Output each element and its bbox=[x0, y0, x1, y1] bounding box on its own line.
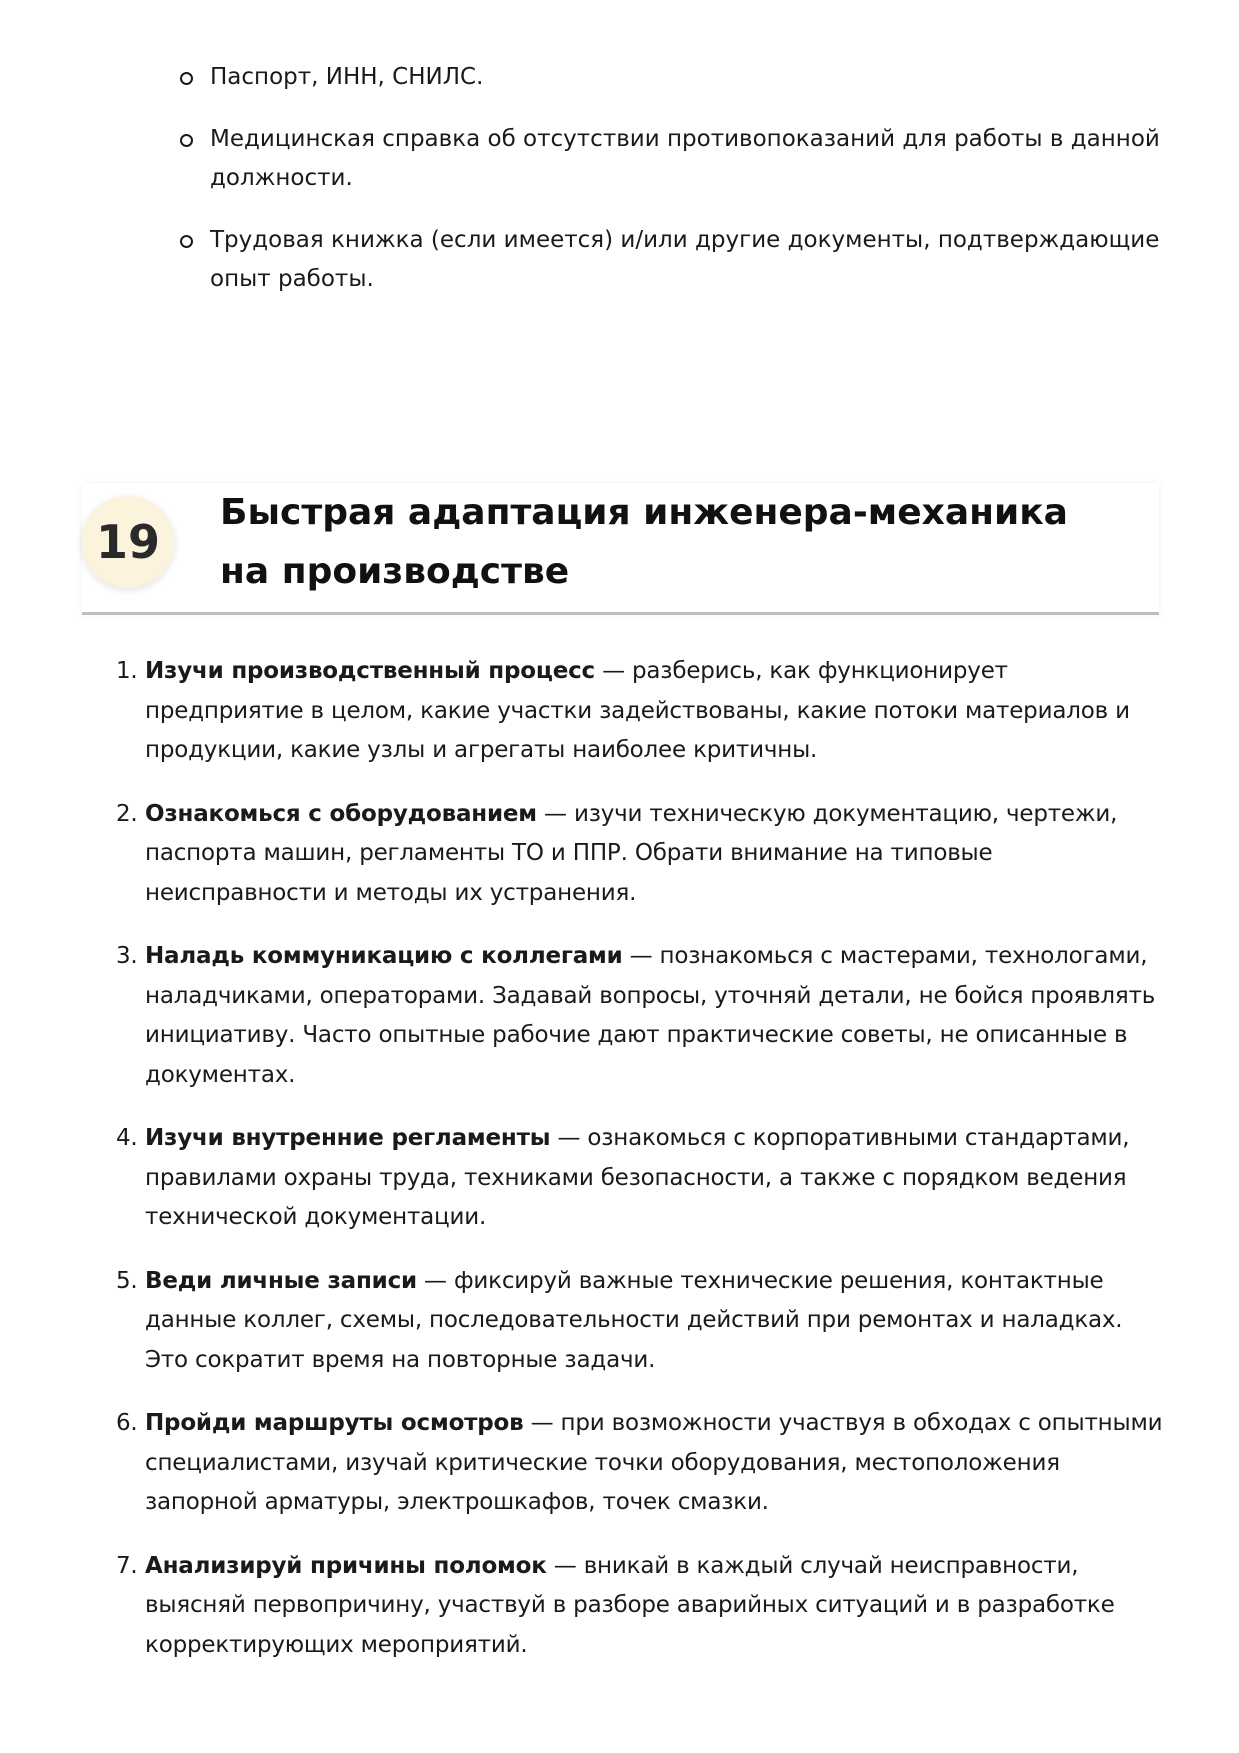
list-item bbox=[118, 1119, 1163, 1238]
step-number: 4. bbox=[116, 1125, 138, 1151]
step-title: Анализируй причины поломок bbox=[145, 1552, 547, 1579]
bullet-item-medical bbox=[180, 120, 1160, 198]
bullet-text: Паспорт, ИНН, СНИЛС. bbox=[210, 64, 484, 90]
step-number: 7. bbox=[116, 1552, 138, 1579]
bullet-text: Трудовая книжка (если имеется) и/или другие документы, подтверждающие опыт работы. bbox=[210, 227, 1160, 292]
step-title: Пройди маршруты осмотров bbox=[145, 1410, 524, 1436]
document-bullet-list bbox=[180, 58, 1160, 322]
step-number: 2. bbox=[116, 800, 138, 827]
step-number: 6. bbox=[116, 1410, 138, 1436]
list-item bbox=[118, 1547, 1163, 1666]
bullet-text: Медицинская справка об отсутствии противопоказаний для работы в данной должности. bbox=[210, 126, 1160, 191]
step-title: Наладь коммуникацию с коллегами bbox=[145, 943, 623, 969]
list-item bbox=[118, 795, 1163, 914]
section-number-badge: 19 bbox=[82, 496, 174, 588]
step-text: — ознакомься с корпоративными стандартами, правилами охраны труда, техниками безопасности, а также с порядком ведения технической документации. bbox=[145, 1125, 1130, 1230]
step-text: — изучи техническую документацию, чертежи, паспорта машин, регламенты ТО и ППР. Обрати внимание на типовые неисправности и методы их устранения. bbox=[145, 800, 1118, 906]
step-number: 3. bbox=[116, 943, 138, 969]
hollow-bullet-icon bbox=[180, 235, 193, 248]
hollow-bullet-icon bbox=[180, 72, 193, 85]
bullet-item-workbook bbox=[180, 221, 1160, 299]
step-title: Изучи производственный процесс bbox=[145, 658, 595, 684]
step-title: Изучи внутренние регламенты bbox=[145, 1125, 551, 1151]
list-item bbox=[118, 1404, 1163, 1523]
list-item bbox=[118, 937, 1163, 1095]
step-number: 1. bbox=[116, 658, 138, 684]
step-title: Веди личные записи bbox=[145, 1267, 417, 1294]
step-title: Ознакомься с оборудованием bbox=[145, 800, 537, 827]
adaptation-steps-list bbox=[118, 652, 1163, 1689]
bullet-item-passport bbox=[180, 58, 1160, 97]
list-item bbox=[118, 652, 1163, 771]
step-text: — познакомься с мастерами, технологами, наладчиками, операторами. Задавай вопросы, уточняй детали, не бойся проявлять инициативу. Часто опытные рабочие дают практические советы, не описанные в документах. bbox=[145, 943, 1156, 1088]
list-item bbox=[118, 1262, 1163, 1381]
step-text: — разберись, как функционирует предприятие в целом, какие участки задействованы, какие потоки материалов и продукции, какие узлы и агрегаты наиболее критичны. bbox=[145, 658, 1130, 763]
step-text: — фиксируй важные технические решения, контактные данные коллег, схемы, последовательности действий при ремонтах и наладках. Это сократит время на повторные задачи. bbox=[145, 1267, 1123, 1373]
section-title: Быстрая адаптация инженера-механика на производстве bbox=[220, 492, 1068, 592]
section-header bbox=[82, 483, 1159, 615]
step-text: — при возможности участвуя в обходах с опытными специалистами, изучай критические точки оборудования, местоположения запорной арматуры, электрошкафов, точек смазки. bbox=[145, 1410, 1163, 1515]
hollow-bullet-icon bbox=[180, 134, 193, 147]
step-number: 5. bbox=[116, 1267, 138, 1294]
step-text: — вникай в каждый случай неисправности, выясняй первопричину, участвуй в разборе аварийных ситуаций и в разработке корректирующих мероприятий. bbox=[145, 1552, 1115, 1658]
